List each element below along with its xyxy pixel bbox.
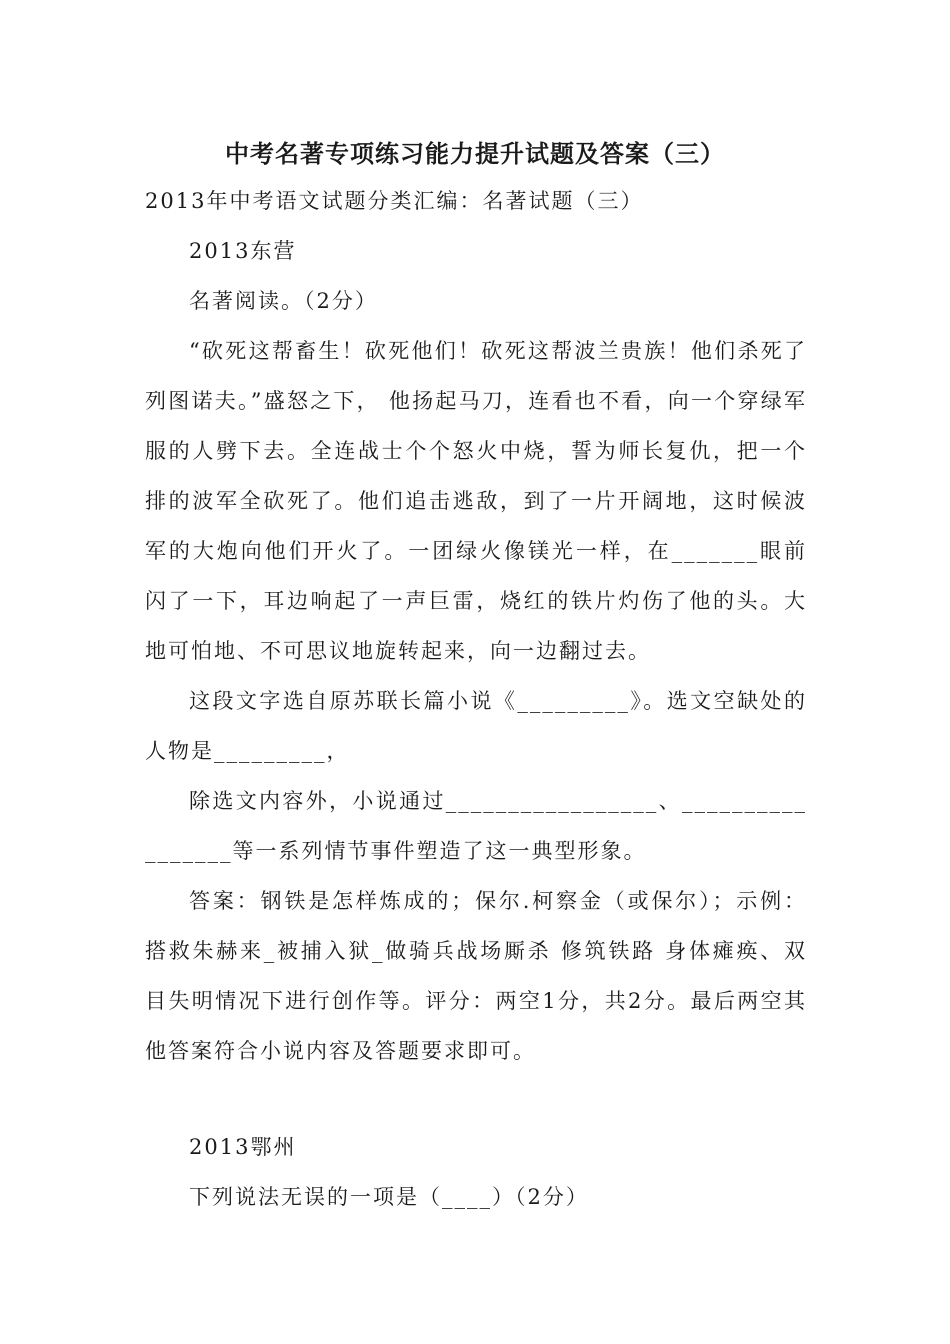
section2-question: 下列说法无误的一项是（____）（2分） <box>189 1185 589 1209</box>
section2-region: 2013鄂州 <box>189 1135 297 1159</box>
section1-region: 2013东营 <box>189 239 297 263</box>
document-subtitle: 2013年中考语文试题分类汇编：名著试题（三） <box>145 189 644 213</box>
section1-heading: 名著阅读。（2分） <box>189 289 378 313</box>
section1-question2: 除选文内容外，小说通过_________________、_________________等一系列情节事件塑造了这一典型形象。 <box>145 789 807 863</box>
section1-answer: 答案：钢铁是怎样炼成的；保尔.柯察金（或保尔）；示例：搭救朱赫来_被捕入狱_做骑兵战场厮杀 修筑铁路 身体瘫痪、双目失明情况下进行创作等。评分：两空1分，共2分。最后两空其他答案符合小说内容及答题要求即可。 <box>145 889 807 1063</box>
document-title: 中考名著专项练习能力提升试题及答案（三） <box>225 140 725 168</box>
section1-passage: “砍死这帮畜生！砍死他们！砍死这帮波兰贵族！他们杀死了列图诺夫。”盛怒之下， 他扬起马刀，连看也不看，向一个穿绿军服的人劈下去。全连战士个个怒火中烧，誓为师长复仇，把一个排的波军全砍死了。他们追击逃敌，到了一片开阔地，这时候波军的大炮向他们开火了。一团绿火像镁光一样，在_______眼前闪了一下，耳边响起了一声巨雷，烧红的铁片灼伤了他的头。大地可怕地、不可思议地旋转起来，向一边翻过去。 <box>145 339 807 663</box>
section1-question1: 这段文字选自原苏联长篇小说《_________》。选文空缺处的人物是_________， <box>145 689 807 763</box>
